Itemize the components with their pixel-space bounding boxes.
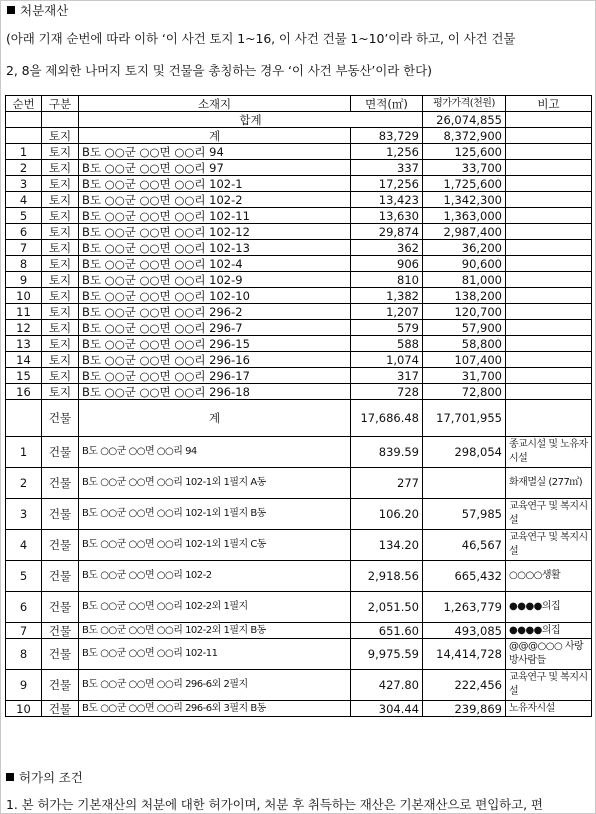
row-no: 5 (6, 561, 42, 592)
row-area: 17,256 (351, 176, 423, 192)
row-note (506, 176, 592, 192)
row-kind: 건물 (42, 592, 79, 623)
row-kind: 건물 (42, 639, 79, 670)
row-no: 7 (6, 240, 42, 256)
property-table (5, 95, 592, 717)
row-area: 1,074 (351, 352, 423, 368)
building-row (6, 530, 592, 561)
land-subtotal-kind: 토지 (42, 128, 79, 144)
row-price: 125,600 (423, 144, 506, 160)
row-address: B도 ○○군 ○○면 ○○리 102-2외 1필지 (79, 592, 351, 623)
header-no: 순번 (6, 96, 42, 112)
row-kind: 토지 (42, 304, 79, 320)
building-subtotal-kind: 건물 (42, 400, 79, 437)
row-kind: 건물 (42, 670, 79, 701)
row-address: B도 ○○군 ○○면 ○○리 102-2외 1필지 B동 (79, 623, 351, 639)
land-subtotal-row (6, 128, 592, 144)
header-note: 비고 (506, 96, 592, 112)
row-kind: 건물 (42, 701, 79, 717)
row-kind: 토지 (42, 192, 79, 208)
row-note (506, 256, 592, 272)
row-area: 1,207 (351, 304, 423, 320)
row-kind: 토지 (42, 336, 79, 352)
row-address: B도 ○○군 ○○면 ○○리 296-17 (79, 368, 351, 384)
row-kind: 토지 (42, 368, 79, 384)
row-address: B도 ○○군 ○○면 ○○리 102-9 (79, 272, 351, 288)
row-no: 5 (6, 208, 42, 224)
row-address: B도 ○○군 ○○면 ○○리 97 (79, 160, 351, 176)
row-kind: 토지 (42, 272, 79, 288)
row-note: 화재멸실 (277㎡) (506, 468, 592, 499)
row-address: B도 ○○군 ○○면 ○○리 102-1외 1필지 B동 (79, 499, 351, 530)
row-note: @@@○○○ 사랑방사람들 (506, 639, 592, 670)
building-row (6, 592, 592, 623)
building-subtotal-area: 17,686.48 (351, 400, 423, 437)
row-area: 2,918.56 (351, 561, 423, 592)
row-area: 304.44 (351, 701, 423, 717)
row-no: 8 (6, 639, 42, 670)
row-address: B도 ○○군 ○○면 ○○리 102-11 (79, 208, 351, 224)
row-price: 46,567 (423, 530, 506, 561)
land-row (6, 208, 592, 224)
row-kind: 건물 (42, 623, 79, 639)
row-no: 4 (6, 192, 42, 208)
building-row (6, 561, 592, 592)
row-no: 3 (6, 176, 42, 192)
row-note (506, 304, 592, 320)
row-price: 57,985 (423, 499, 506, 530)
square-bullet-icon (7, 6, 15, 14)
row-no: 8 (6, 256, 42, 272)
header-address: 소재지 (79, 96, 351, 112)
row-address: B도 ○○군 ○○면 ○○리 102-10 (79, 288, 351, 304)
row-price: 57,900 (423, 320, 506, 336)
land-row (6, 384, 592, 400)
row-price (423, 468, 506, 499)
row-no: 9 (6, 272, 42, 288)
row-price: 493,085 (423, 623, 506, 639)
building-row (6, 639, 592, 670)
row-price: 1,263,779 (423, 592, 506, 623)
row-address: B도 ○○군 ○○면 ○○리 102-1외 1필지 C동 (79, 530, 351, 561)
land-subtotal-label: 계 (79, 128, 351, 144)
row-price: 58,800 (423, 336, 506, 352)
row-note (506, 336, 592, 352)
row-no: 6 (6, 592, 42, 623)
row-price: 138,200 (423, 288, 506, 304)
row-price: 14,414,728 (423, 639, 506, 670)
row-note (506, 320, 592, 336)
row-address: B도 ○○군 ○○면 ○○리 296-6외 3필지 B동 (79, 701, 351, 717)
square-bullet-icon (6, 773, 14, 781)
row-area: 134.20 (351, 530, 423, 561)
building-subtotal-price: 17,701,955 (423, 400, 506, 437)
row-no: 13 (6, 336, 42, 352)
row-address: B도 ○○군 ○○면 ○○리 296-16 (79, 352, 351, 368)
intro-line-1: (아래 기재 순번에 따라 이하 ‘이 사건 토지 1~16, 이 사건 건물 1~10’이라 하고, 이 사건 건물 (6, 31, 516, 46)
row-area: 9,975.59 (351, 639, 423, 670)
row-address: B도 ○○군 ○○면 ○○리 296-15 (79, 336, 351, 352)
row-note (506, 240, 592, 256)
row-no: 12 (6, 320, 42, 336)
header-kind: 구분 (42, 96, 79, 112)
land-row (6, 288, 592, 304)
building-subtotal-row (6, 400, 592, 437)
row-kind: 건물 (42, 468, 79, 499)
row-price: 2,987,400 (423, 224, 506, 240)
row-no: 3 (6, 499, 42, 530)
total-no (6, 112, 42, 128)
row-note: ●●●●의집 (506, 592, 592, 623)
building-row (6, 670, 592, 701)
row-area: 337 (351, 160, 423, 176)
land-subtotal-price: 8,372,900 (423, 128, 506, 144)
row-note: 교육연구 및 복지시설 (506, 670, 592, 701)
row-note: ○○○○생활 (506, 561, 592, 592)
land-row (6, 320, 592, 336)
row-area: 29,874 (351, 224, 423, 240)
land-row (6, 176, 592, 192)
row-price: 120,700 (423, 304, 506, 320)
row-price: 1,363,000 (423, 208, 506, 224)
row-no: 9 (6, 670, 42, 701)
table-header-row (6, 96, 592, 112)
land-row (6, 352, 592, 368)
row-address: B도 ○○군 ○○면 ○○리 102-1외 1필지 A동 (79, 468, 351, 499)
building-row (6, 437, 592, 468)
row-kind: 토지 (42, 384, 79, 400)
row-note: ●●●●의집 (506, 623, 592, 639)
row-area: 728 (351, 384, 423, 400)
row-note: 교육연구 및 복지시설 (506, 530, 592, 561)
row-area: 317 (351, 368, 423, 384)
row-note (506, 368, 592, 384)
row-note (506, 384, 592, 400)
row-note (506, 160, 592, 176)
row-area: 1,382 (351, 288, 423, 304)
row-kind: 토지 (42, 224, 79, 240)
row-price: 107,400 (423, 352, 506, 368)
building-row (6, 701, 592, 717)
row-address: B도 ○○군 ○○면 ○○리 102-4 (79, 256, 351, 272)
row-note (506, 208, 592, 224)
land-row (6, 160, 592, 176)
land-row (6, 336, 592, 352)
row-kind: 토지 (42, 352, 79, 368)
row-note: 종교시설 및 노유자시설 (506, 437, 592, 468)
building-subtotal-label: 계 (79, 400, 351, 437)
row-note: 교육연구 및 복지시설 (506, 499, 592, 530)
row-address: B도 ○○군 ○○면 ○○리 102-2 (79, 561, 351, 592)
row-address: B도 ○○군 ○○면 ○○리 102-11 (79, 639, 351, 670)
row-no: 14 (6, 352, 42, 368)
row-area: 106.20 (351, 499, 423, 530)
row-no: 2 (6, 160, 42, 176)
land-row (6, 256, 592, 272)
row-area: 427.80 (351, 670, 423, 701)
row-kind: 토지 (42, 208, 79, 224)
row-no: 11 (6, 304, 42, 320)
condition-1: 1. 본 허가는 기본재산의 처분에 대한 허가이며, 처분 후 취득하는 재산은 기본재산으로 편입하고, 편 (6, 797, 543, 812)
row-kind: 토지 (42, 176, 79, 192)
total-kind (42, 112, 79, 128)
header-price: 평가가격(천원) (423, 96, 506, 112)
row-kind: 토지 (42, 240, 79, 256)
row-no: 16 (6, 384, 42, 400)
total-label: 합계 (79, 112, 423, 128)
row-address: B도 ○○군 ○○면 ○○리 94 (79, 144, 351, 160)
row-area: 1,256 (351, 144, 423, 160)
row-address: B도 ○○군 ○○면 ○○리 296-2 (79, 304, 351, 320)
row-address: B도 ○○군 ○○면 ○○리 296-7 (79, 320, 351, 336)
row-kind: 토지 (42, 144, 79, 160)
row-price: 31,700 (423, 368, 506, 384)
row-kind: 토지 (42, 288, 79, 304)
row-area: 13,423 (351, 192, 423, 208)
building-row (6, 468, 592, 499)
row-no: 4 (6, 530, 42, 561)
land-row (6, 192, 592, 208)
row-address: B도 ○○군 ○○면 ○○리 94 (79, 437, 351, 468)
building-row (6, 499, 592, 530)
row-price: 90,600 (423, 256, 506, 272)
row-note (506, 288, 592, 304)
row-address: B도 ○○군 ○○면 ○○리 102-1 (79, 176, 351, 192)
row-price: 298,054 (423, 437, 506, 468)
row-note (506, 352, 592, 368)
section-disposal-title (7, 3, 68, 19)
total-row (6, 112, 592, 128)
row-kind: 건물 (42, 437, 79, 468)
row-address: B도 ○○군 ○○면 ○○리 102-13 (79, 240, 351, 256)
row-no: 1 (6, 144, 42, 160)
row-price: 239,869 (423, 701, 506, 717)
intro-line-2: 2, 8을 제외한 나머지 토지 및 건물을 총칭하는 경우 ‘이 사건 부동산’이라 한다) (6, 63, 432, 78)
row-no: 10 (6, 288, 42, 304)
row-area: 362 (351, 240, 423, 256)
building-subtotal-note (506, 400, 592, 437)
row-price: 36,200 (423, 240, 506, 256)
header-area: 면적(㎡) (351, 96, 423, 112)
land-subtotal-area: 83,729 (351, 128, 423, 144)
row-price: 81,000 (423, 272, 506, 288)
land-row (6, 224, 592, 240)
section-conditions-title (6, 770, 83, 786)
row-address: B도 ○○군 ○○면 ○○리 296-6외 2필지 (79, 670, 351, 701)
row-kind: 토지 (42, 320, 79, 336)
land-row (6, 240, 592, 256)
row-kind: 건물 (42, 561, 79, 592)
total-note (506, 112, 592, 128)
land-row (6, 304, 592, 320)
row-area: 277 (351, 468, 423, 499)
row-address: B도 ○○군 ○○면 ○○리 102-2 (79, 192, 351, 208)
land-subtotal-note (506, 128, 592, 144)
section-disposal-label: 처분재산 (20, 3, 69, 18)
land-row (6, 368, 592, 384)
section-conditions-label: 허가의 조건 (19, 770, 83, 785)
total-price: 26,074,855 (423, 112, 506, 128)
row-area: 839.59 (351, 437, 423, 468)
row-address: B도 ○○군 ○○면 ○○리 296-18 (79, 384, 351, 400)
row-no: 15 (6, 368, 42, 384)
row-area: 810 (351, 272, 423, 288)
row-area: 651.60 (351, 623, 423, 639)
row-area: 2,051.50 (351, 592, 423, 623)
row-price: 1,725,600 (423, 176, 506, 192)
row-note: 노유자시설 (506, 701, 592, 717)
row-area: 588 (351, 336, 423, 352)
row-kind: 건물 (42, 499, 79, 530)
land-row (6, 144, 592, 160)
land-subtotal-no (6, 128, 42, 144)
building-row (6, 623, 592, 639)
row-note (506, 192, 592, 208)
row-kind: 건물 (42, 530, 79, 561)
row-area: 13,630 (351, 208, 423, 224)
land-row (6, 272, 592, 288)
row-note (506, 272, 592, 288)
row-price: 33,700 (423, 160, 506, 176)
row-area: 906 (351, 256, 423, 272)
building-subtotal-no (6, 400, 42, 437)
row-no: 7 (6, 623, 42, 639)
row-kind: 토지 (42, 160, 79, 176)
row-address: B도 ○○군 ○○면 ○○리 102-12 (79, 224, 351, 240)
row-price: 72,800 (423, 384, 506, 400)
row-kind: 토지 (42, 256, 79, 272)
row-price: 665,432 (423, 561, 506, 592)
row-price: 1,342,300 (423, 192, 506, 208)
row-no: 10 (6, 701, 42, 717)
row-area: 579 (351, 320, 423, 336)
row-note (506, 144, 592, 160)
row-note (506, 224, 592, 240)
row-no: 6 (6, 224, 42, 240)
row-no: 1 (6, 437, 42, 468)
row-price: 222,456 (423, 670, 506, 701)
row-no: 2 (6, 468, 42, 499)
